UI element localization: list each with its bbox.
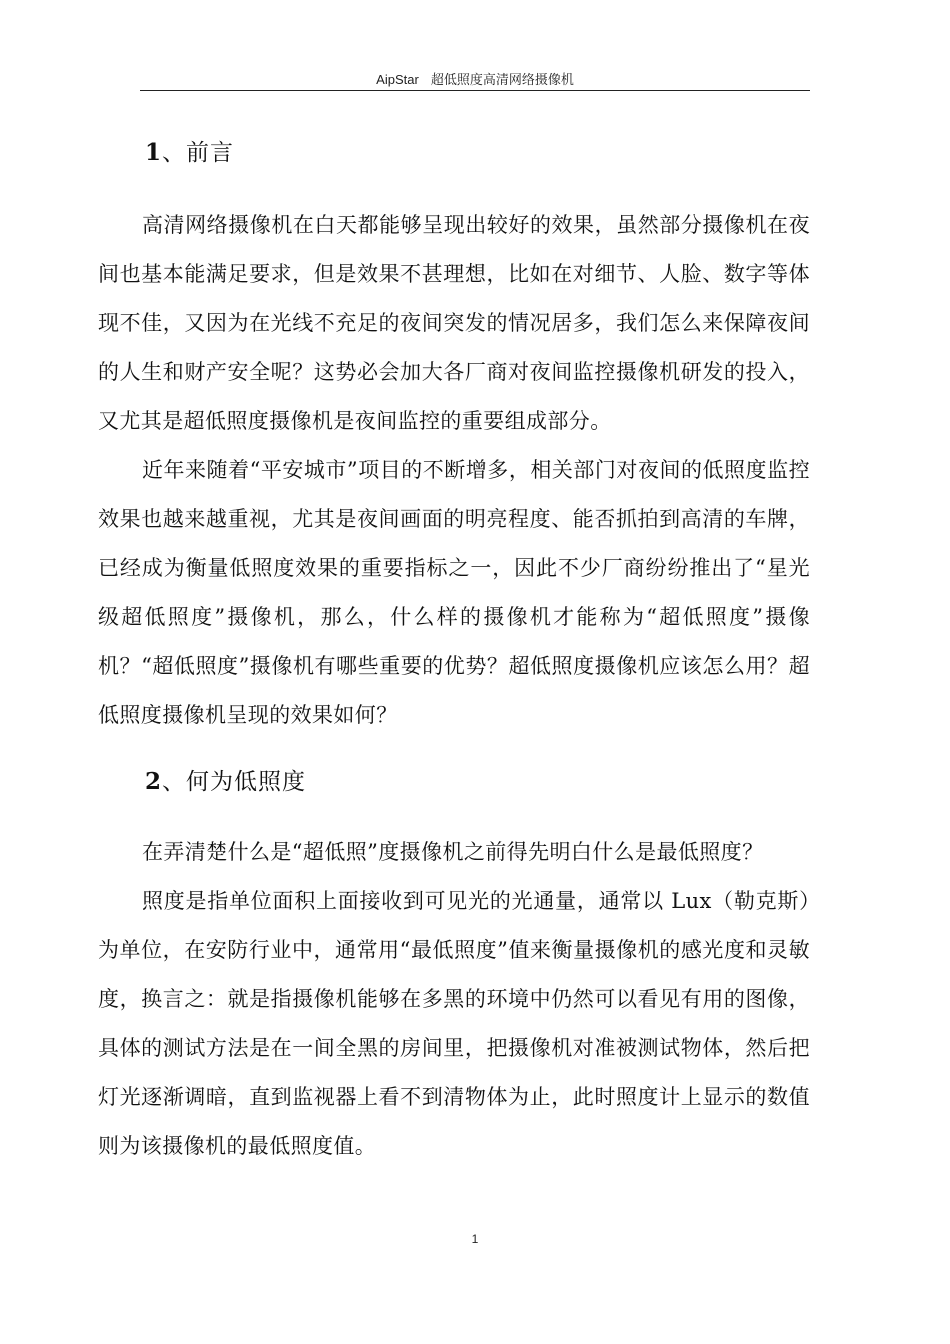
header-brand: AipStar [376,72,419,87]
paragraph: 在弄清楚什么是“超低照”度摄像机之前得先明白什么是最低照度？ [142,840,764,864]
section-number: 1 [145,139,163,166]
document-body [98,125,810,1171]
paragraph: 近年来随着“平安城市”项目的不断增多，相关部门对夜间的低照度监控效果也越来越重视，尤其是夜间画面的明亮程度、能否抓拍到高清的车牌，已经成为衡量低照度效果的重要指标之一，因此不少厂商纷纷推出了“星光级超低照度”摄像机，那么，什么样的摄像机才能称为“超低照度”摄像机？“超低照度”摄像机有哪些重要的优势？超低照度摄像机应该怎么用？超低照度摄像机呈现的效果如何？ [98,458,810,727]
section-heading-low-light [98,754,810,810]
paragraph: 高清网络摄像机在白天都能够呈现出较好的效果，虽然部分摄像机在夜间也基本能满足要求，但是效果不甚理想，比如在对细节、人脸、数字等体现不佳，又因为在光线不充足的夜间突发的情况居多，我们怎么来保障夜间的人生和财产安全呢？这势必会加大各厂商对夜间监控摄像机研发的投入，又尤其是超低照度摄像机是夜间监控的重要组成部分。 [98,213,810,433]
paragraph: 照度是指单位面积上面接收到可见光的光通量，通常以 Lux（勒克斯）为单位，在安防行业中，通常用“最低照度”值来衡量摄像机的感光度和灵敏度，换言之：就是指摄像机能够在多黑的环境中仍然可以看见有用的图像，具体的测试方法是在一间全黑的房间里，把摄像机对准被测试物体，然后把灯光逐渐调暗，直到监视器上看不到清物体为止，此时照度计上显示的数值则为该摄像机的最低照度值。 [98,889,810,1158]
section-heading-preface [98,125,810,181]
section-title: 、前言 [162,140,235,166]
header-title: 超低照度高清网络摄像机 [430,73,574,88]
page-header [140,70,810,91]
section-title: 、何为低照度 [162,769,307,795]
section-number: 2 [145,768,163,795]
page-number: 1 [471,1232,479,1246]
